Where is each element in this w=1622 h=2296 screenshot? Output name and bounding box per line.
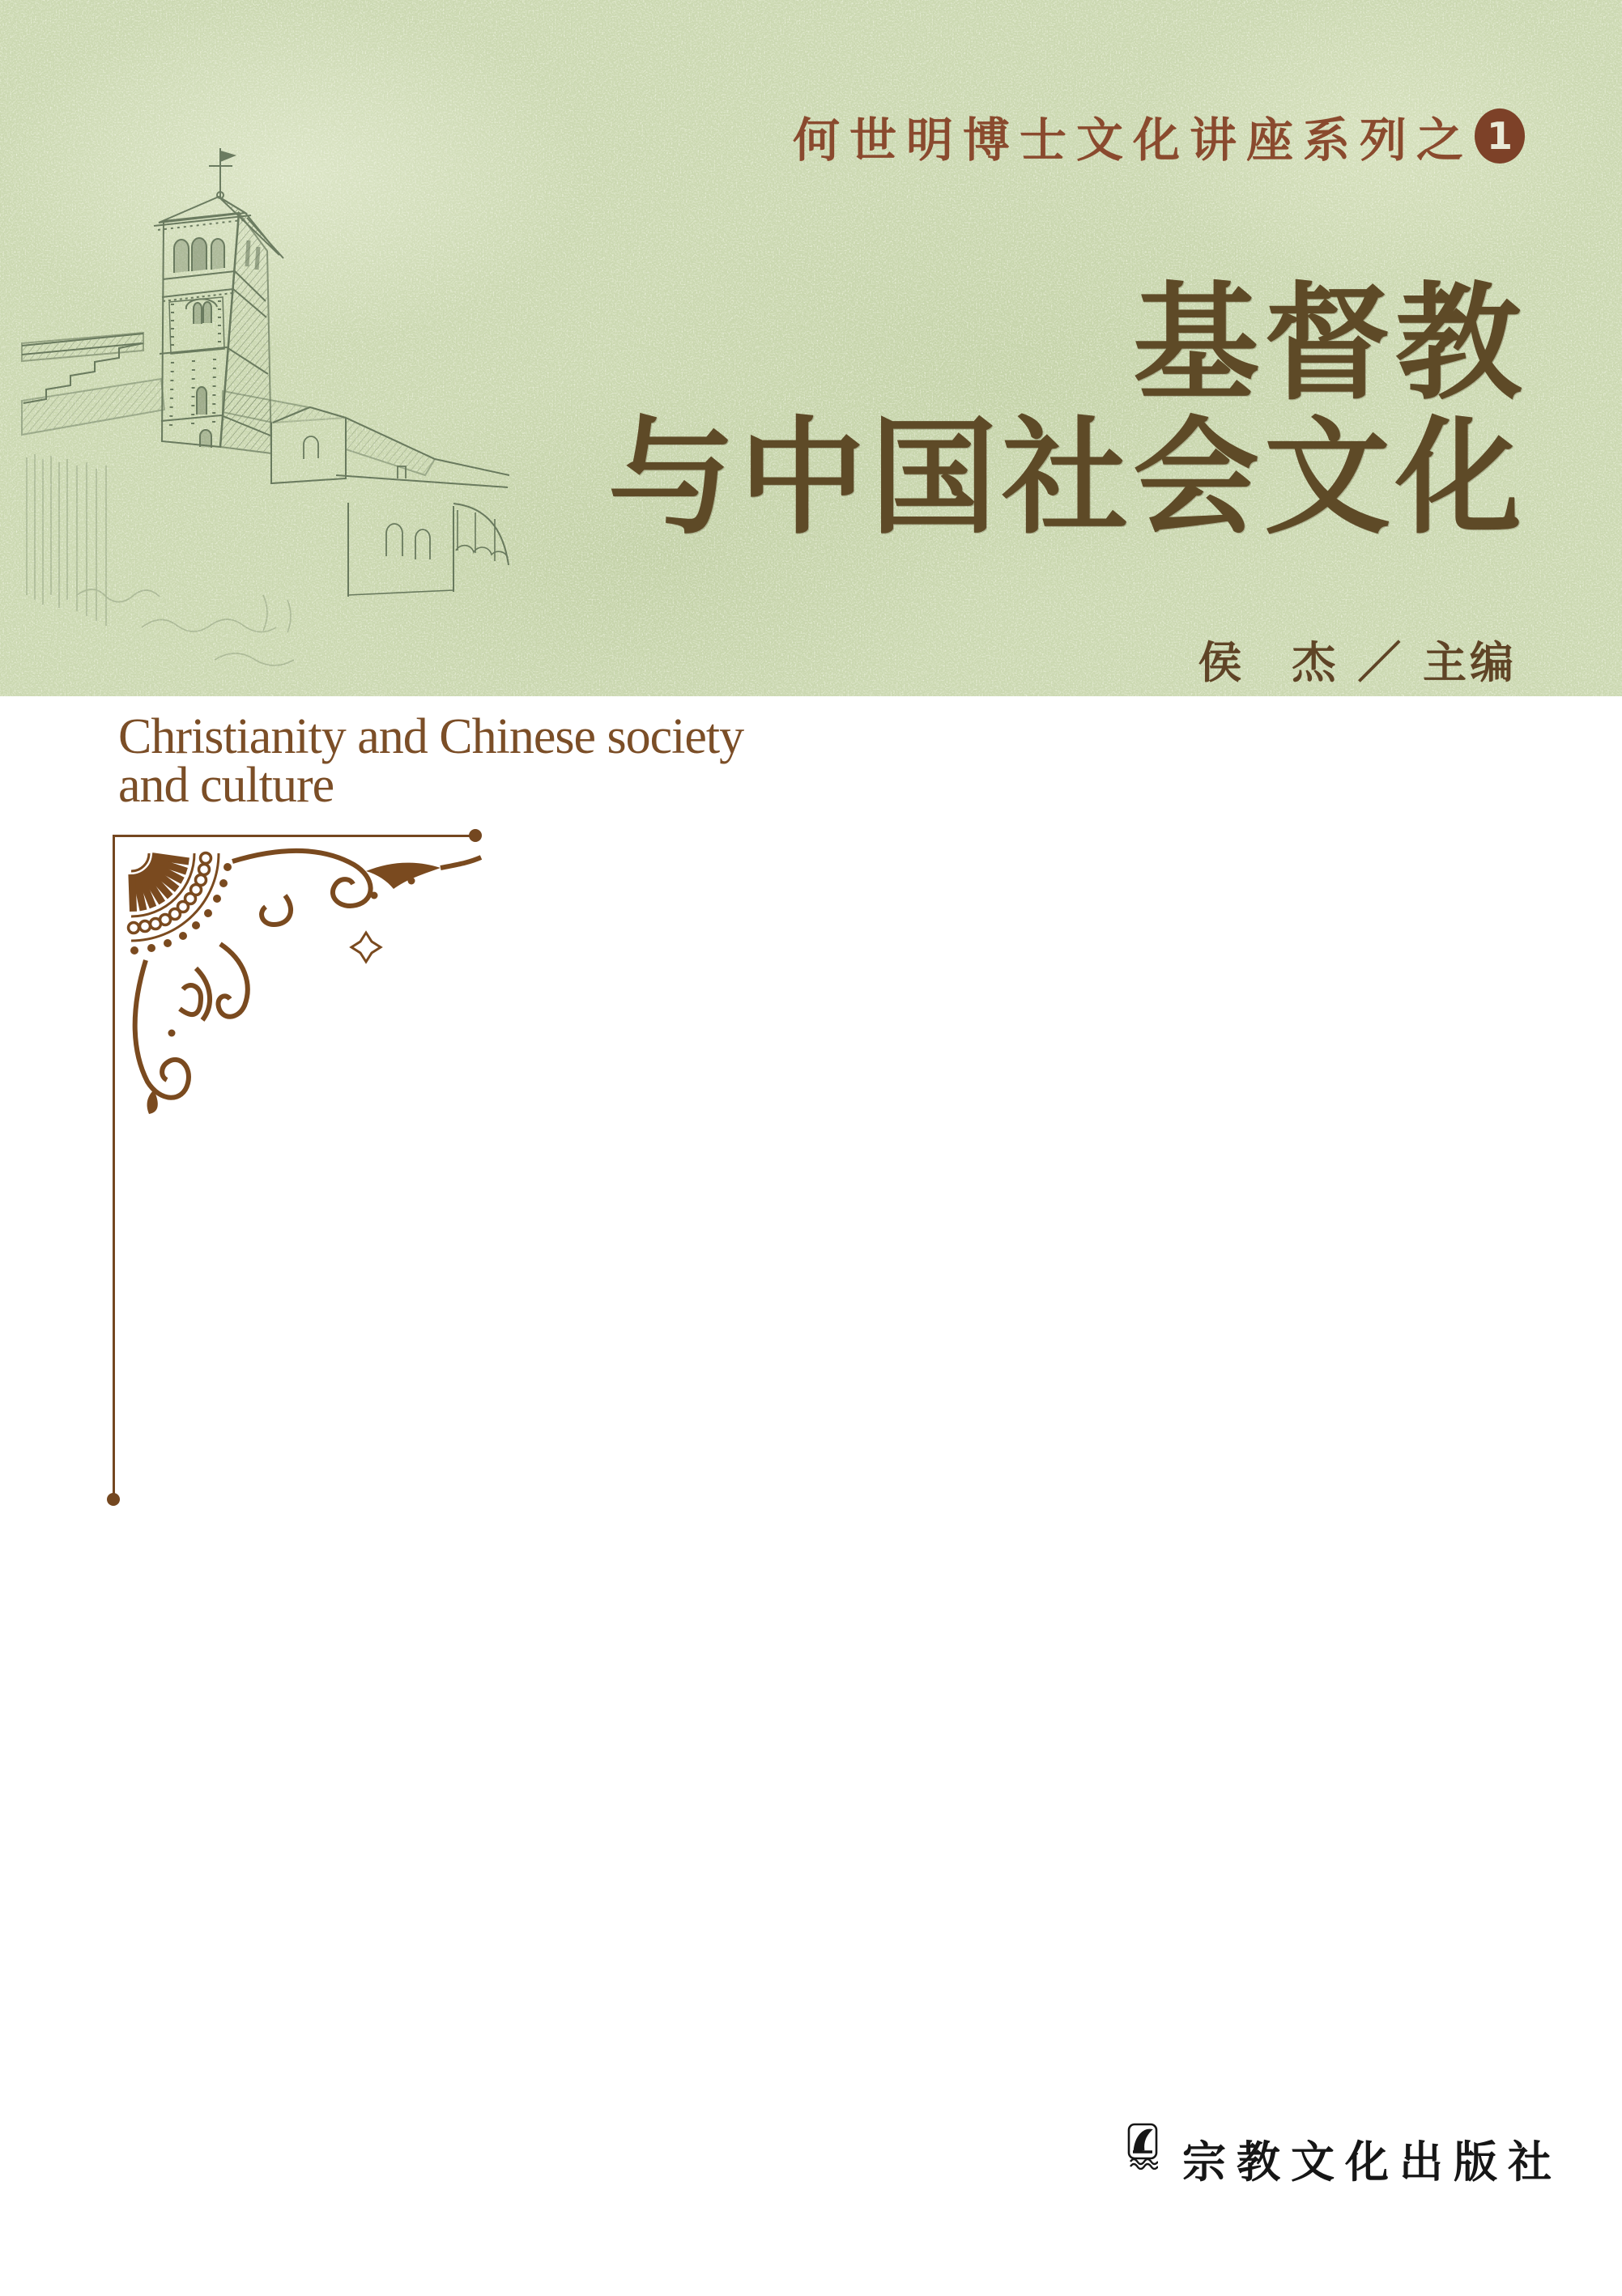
- series-number-badge-icon: 1: [1475, 108, 1525, 164]
- author-credit: 侯 杰 ／ 主编: [1198, 636, 1517, 688]
- series-label: [793, 102, 1525, 170]
- series-label-text: 何世明博士文化讲座系列之: [792, 113, 1473, 168]
- church-sketch-illustration: [20, 142, 518, 696]
- english-subtitle-line-1: Christianity and Chinese society: [118, 709, 744, 764]
- english-subtitle-line-2: and culture: [118, 758, 334, 813]
- rule-end-dot-right: [469, 829, 482, 842]
- english-subtitle: [118, 709, 744, 813]
- corner-flourish-ornament-icon: [123, 847, 496, 1114]
- title-line-2: 与中国社会文化: [608, 403, 1526, 551]
- publisher-imprint: [1127, 2123, 1562, 2190]
- corner-rule-horizontal: [114, 835, 470, 837]
- title-line-1: 基督教: [1133, 269, 1526, 417]
- rule-end-dot-bottom: [107, 1493, 120, 1506]
- publisher-name: 宗教文化出版社: [1182, 2136, 1562, 2188]
- corner-rule-vertical: [113, 835, 115, 1498]
- cover-top-band: [0, 0, 1622, 696]
- publisher-logo-icon: [1127, 2123, 1158, 2170]
